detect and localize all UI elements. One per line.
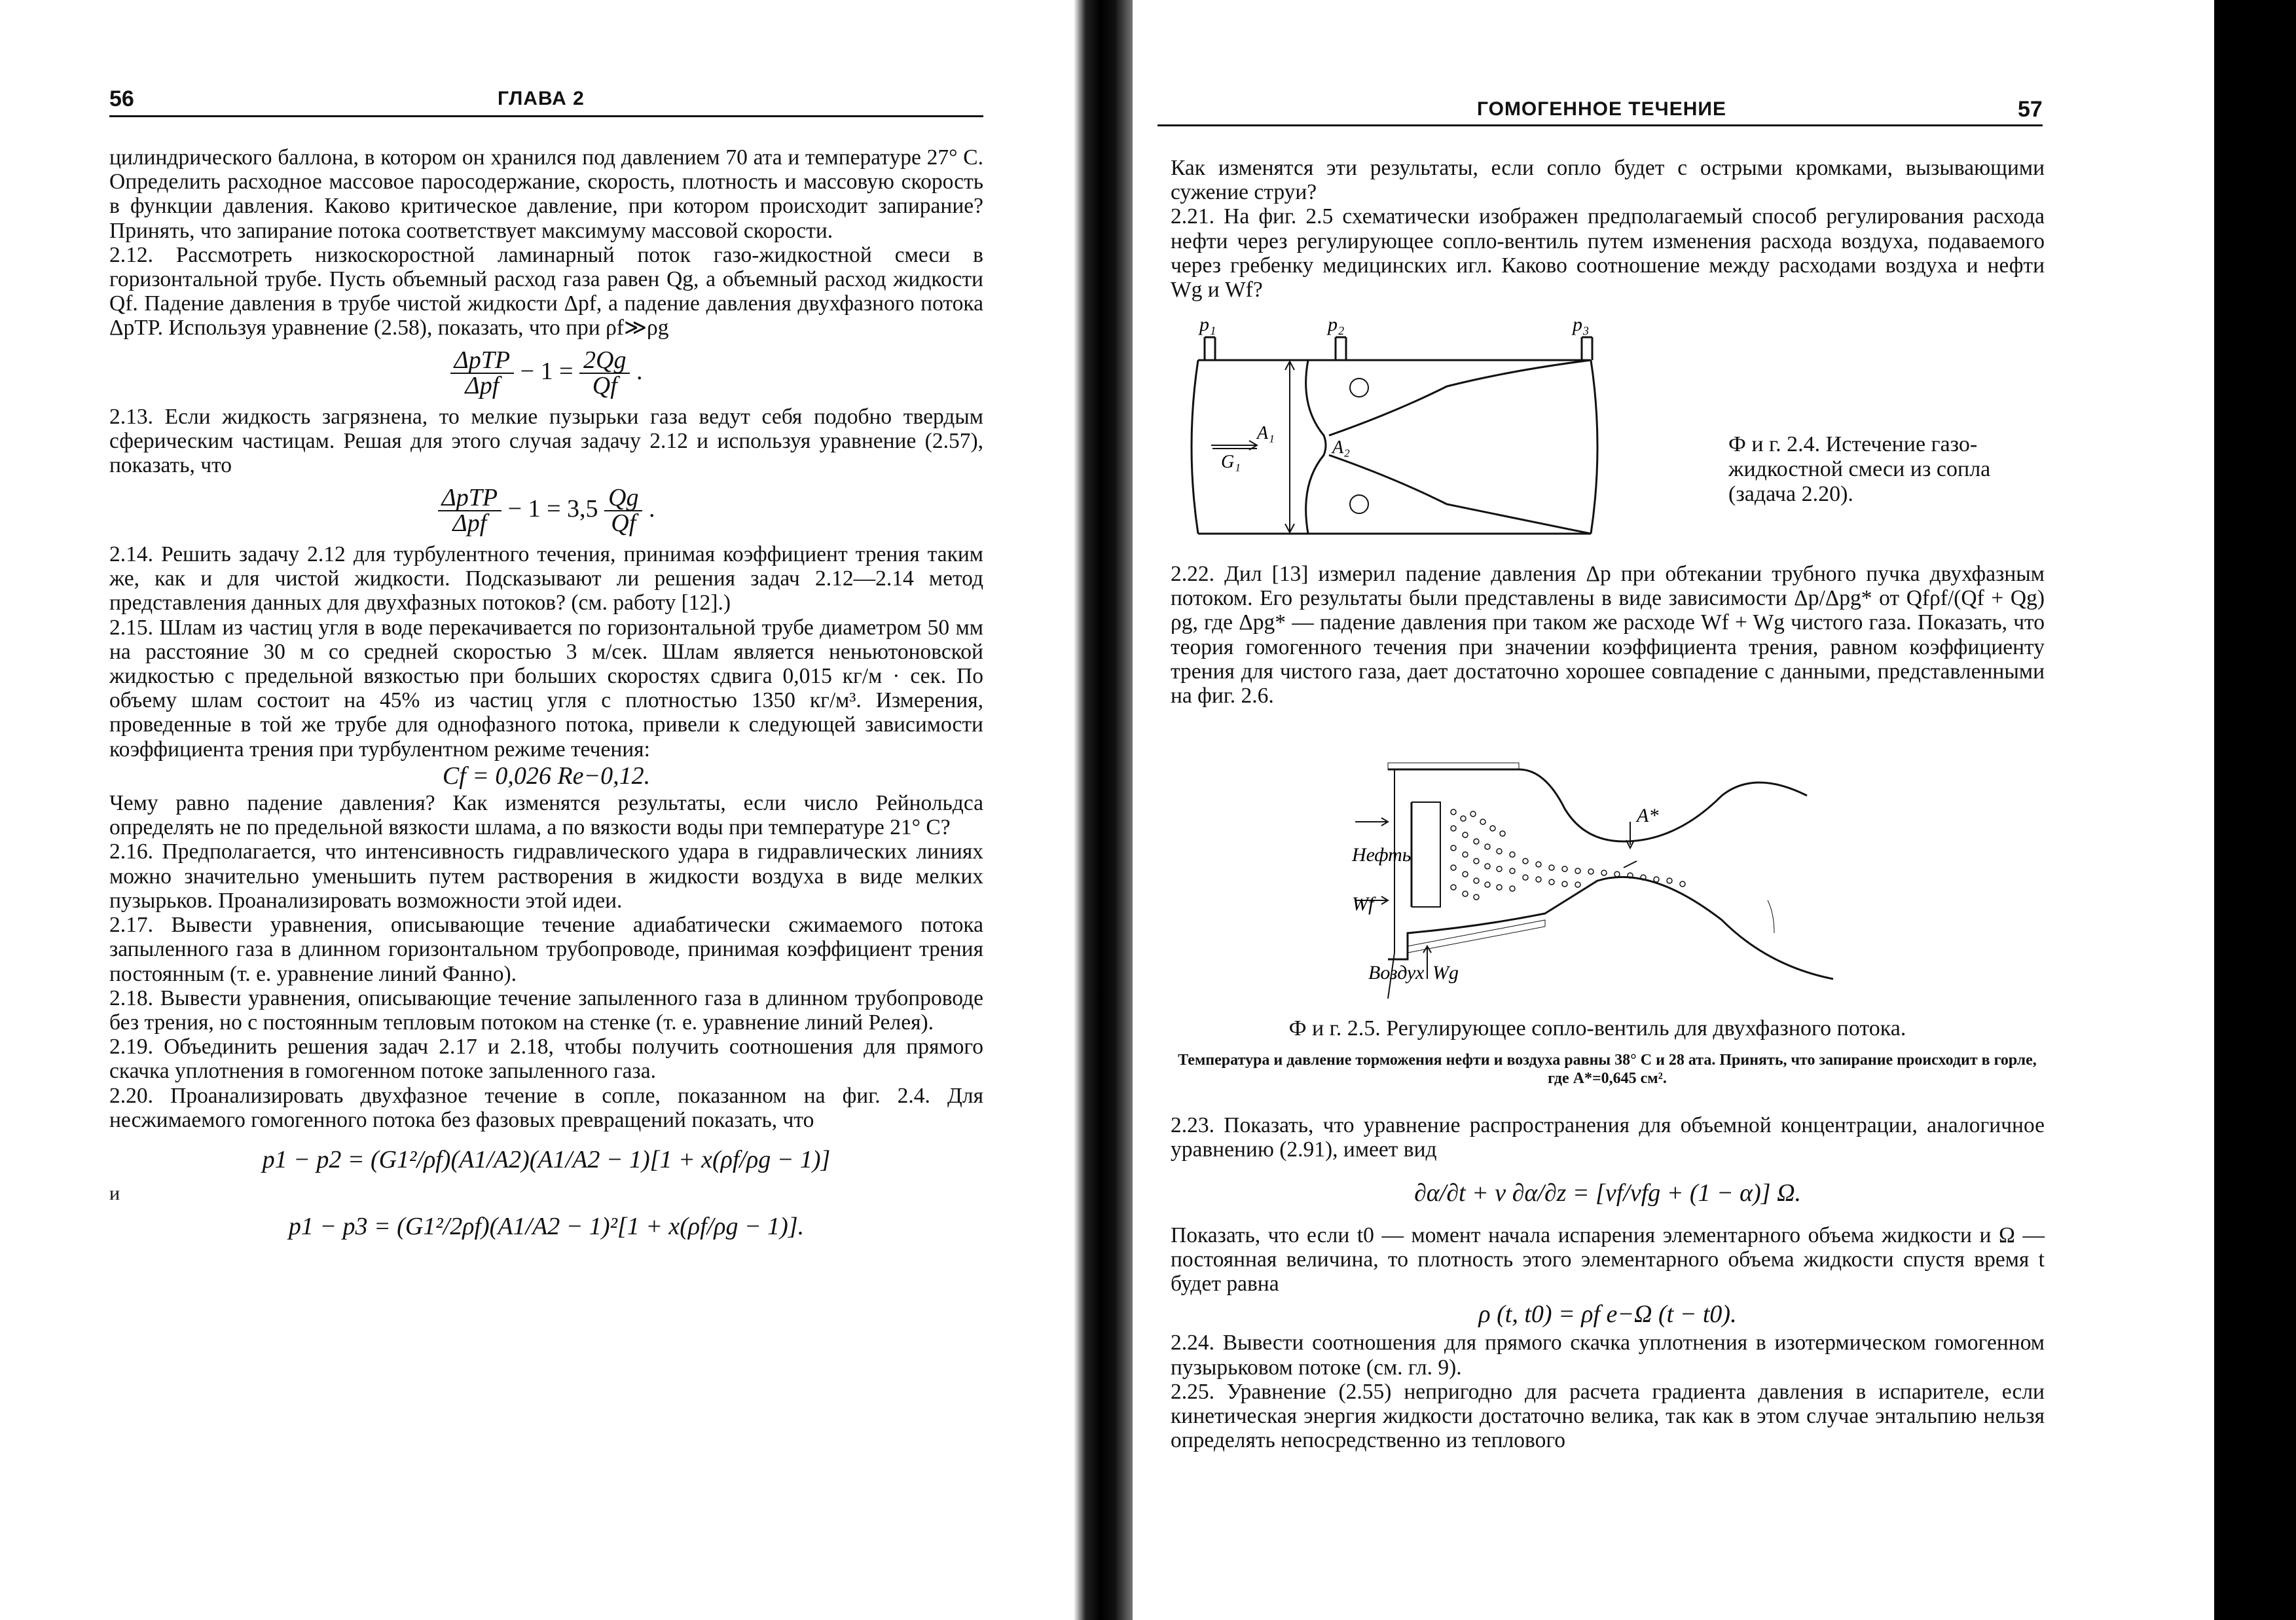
page-number-left: 56	[109, 86, 134, 111]
label-air: Воздух	[1368, 962, 1425, 984]
equation-2-20b: p1 − p3 = (G1²/2ρf)(A1/A2 − 1)²[1 + x(ρf/ρg − 1)].	[288, 1213, 805, 1241]
problem-2-19: 2.19. Объединить решения задач 2.17 и 2.18, чтобы получить соотношения для прямого скачка уплотнения в гомогенном потоке запыленного газа.	[109, 1035, 983, 1084]
label-a1: A₁	[1257, 423, 1275, 443]
eq-mid: − 1 =	[520, 357, 574, 385]
equation-2-23: ∂α/∂t + v ∂α/∂z = [vf/vfg + (1 − α)] Ω.	[1413, 1179, 1802, 1207]
label-g1: G₁	[1221, 452, 1241, 472]
problem-2-23: 2.23. Показать, что уравнение распространения для объемной концентрации, аналогичное уравнению (2.91), имеет вид	[1171, 1113, 2045, 1162]
eq-rhs-den: Qf	[592, 371, 617, 399]
equation-2-15: Cf = 0,026 Re−0,12.	[442, 762, 651, 790]
label-p1: p₁	[1199, 314, 1216, 335]
note-fig-2-5: Температура и давление торможения нефти и воздуха равны 38° С и 28 ата. Принять, что запирание происходит в горле, где A*=0,645 см².	[1178, 1052, 2037, 1087]
paragraph-cont: цилиндрического баллона, в котором он хранился под давлением 70 ата и температуре 27° С. Определить расходное массовое паросодержание, скорость, плотность и массовую скорость в функции давления. Каково критическое давление, при котором происходит запирание? Принять, что запирание потока соответствует максимуму массовой скорости.	[109, 145, 983, 243]
and-word: и	[109, 1183, 120, 1205]
equation-2-13	[109, 483, 983, 537]
problem-2-18: 2.18. Вывести уравнения, описывающие течение запыленного газа в длинном трубопроводе без трения, но с постоянным тепловым потоком на стенке (т. е. уравнение линий Релея).	[109, 985, 983, 1035]
equation-2-23b: ρ (t, t0) = ρf e−Ω (t − t0).	[1478, 1300, 1737, 1329]
scan-edge-right	[2214, 0, 2296, 1620]
chapter-title: ГЛАВА 2	[498, 88, 585, 109]
problem-2-22: 2.22. Дил [13] измерил падение давления Δp при обтекании трубного пучка двухфазным потоком. Его результаты были представлены в виде зависимости Δp/Δpg* от Qfρf/(Qf + Qg) ρg, где Δpg* — падение давления при таком же расходе Wf + Wg чистого газа. Показать, что теория гомогенного течения при значении коэффициента трения, равном коэффициенту трения для чистого газа, дает достаточно хорошее совпадение с данными, представленными на фиг. 2.6.	[1171, 562, 2045, 709]
right-bottom-text	[1171, 1113, 2045, 1452]
running-title: ГОМОГЕННОЕ ТЕЧЕНИЕ	[1477, 98, 1726, 120]
equation-2-12	[109, 348, 983, 398]
caption-fig-2-4: Ф и г. 2.4. Истечение газо-жидкостной смеси из сопла (задача 2.20).	[1728, 432, 1991, 506]
eq-lhs-den: Δpf	[452, 509, 487, 537]
eq-rhs-num: 2Qg	[579, 348, 630, 374]
figure-2-4	[1172, 308, 1728, 543]
page-number-right: 57	[2018, 97, 2043, 122]
problem-2-15: 2.15. Шлам из частиц угля в воде перекачивается по горизонтальной трубе диаметром 50 мм на расстояние 30 м со средней скоростью 3 м/сек. Шлам является неньютоновской жидкостью с предельной вязкостью при больших скоростях сдвига 0,015 кг/м · сек. По объему шлам состоит на 45% из частиц угля с плотностью 1350 кг/м³. Измерения, проведенные в той же трубе для однофазного потока, привели к следующей зависимости коэффициента трения при турбулентном режиме течения:	[109, 615, 983, 762]
header-rule-right	[1157, 124, 2043, 126]
label-oil: Нефть	[1352, 844, 1412, 866]
paragraph-2-15-question: Чему равно падение давления? Как изменятся результаты, если число Рейнольдса определять не по предельной вязкости шлама, а по вязкости воды при температуре 21° С?	[109, 791, 983, 840]
label-astar: A*	[1637, 805, 1659, 826]
problem-2-16: 2.16. Предполагается, что интенсивность гидравлического удара в гидравлических линиях можно значительно уменьшить путем растворения в жидкости воздуха в виде мелких пузырьков. Проанализировать возможности этой идеи.	[109, 839, 983, 913]
right-top-text	[1171, 156, 2045, 302]
problem-2-20: 2.20. Проанализировать двухфазное течение в сопле, показанном на фиг. 2.4. Для несжимаемого гомогенного потока без фазовых превращений показать, что	[109, 1083, 983, 1132]
paragraph-intro: Как изменятся эти результаты, если сопло будет с острыми кромками, вызывающими сужение струи?	[1171, 156, 2045, 205]
label-p3: p₃	[1573, 314, 1590, 335]
eq-lhs-num: ΔpTP	[438, 486, 502, 511]
left-column	[109, 145, 983, 1240]
header-rule-left	[109, 115, 983, 117]
problem-2-14: 2.14. Решить задачу 2.12 для турбулентного течения, принимая коэффициент трения таким же, как и для чистой жидкости. Подсказывают ли решения задач 2.12—2.14 метод представления данных для двухфазных потоков? (см. работу [12].)	[109, 542, 983, 616]
eq-lhs-den: Δpf	[465, 371, 500, 399]
eq-end: .	[636, 357, 643, 385]
figure-2-5	[1349, 756, 1872, 999]
problem-2-17: 2.17. Вывести уравнения, описывающие течение адиабатически сжимаемого потока запыленного газа в длинном горизонтальном трубопроводе, принимая коэффициент трения постоянным (т. е. уравнение линий Фанно).	[109, 913, 983, 986]
label-p2: p₂	[1328, 314, 1345, 335]
paragraph-2-23b: Показать, что если t0 — момент начала испарения элементарного объема жидкости и Ω — постоянная величина, то плотность этого элементарного объема жидкости спустя время t будет равна	[1171, 1223, 2045, 1297]
problem-2-24: 2.24. Вывести соотношения для прямого скачка уплотнения в изотермическом гомогенном пузырьковом потоке (см. гл. 9).	[1171, 1331, 2045, 1380]
right-mid-text	[1171, 562, 2045, 708]
eq-end: .	[648, 494, 655, 523]
problem-2-12: 2.12. Рассмотреть низкоскоростной ламинарный поток газо-жидкостной смеси в горизонтальной трубе. Пусть объемный расход газа равен Qg, а объемный расход жидкости Qf. Падение давления в трубе чистой жидкости Δpf, а падение давления двухфазного потока ΔpTP. Используя уравнение (2.58), показать, что при ρf≫ρg	[109, 242, 983, 341]
problem-2-25: 2.25. Уравнение (2.55) непригодно для расчета градиента давления в испарителе, если кинетическая энергия жидкости достаточно велика, так как в этом случае энтальпию нельзя определять непосредственно из теплового	[1171, 1379, 2045, 1453]
eq-lhs-num: ΔpTP	[450, 348, 515, 374]
equation-2-20a: p1 − p2 = (G1²/ρf)(A1/A2)(A1/A2 − 1)[1 + x(ρf/ρg − 1)]	[262, 1145, 831, 1173]
problem-2-21: 2.21. На фиг. 2.5 схематически изображен предполагаемый способ регулирования расхода нефти через регулирующее сопло-вентиль путем изменения расхода воздуха, подаваемого через гребенку медицинских игл. Каково соотношение между расходами воздуха и нефти Wg и Wf?	[1171, 204, 2045, 303]
eq-rhs-num: Qg	[604, 486, 642, 511]
label-wg: Wg	[1432, 962, 1459, 984]
right-page	[1074, 0, 2296, 1620]
caption-fig-2-5: Ф и г. 2.5. Регулирующее сопло-вентиль для двухфазного потока.	[1288, 1016, 1906, 1040]
left-page	[0, 0, 1074, 1620]
eq-mid: − 1 = 3,5	[507, 494, 598, 523]
eq-rhs-den: Qf	[611, 509, 636, 537]
problem-2-13: 2.13. Если жидкость загрязнена, то мелкие пузырьки газа ведут себя подобно твердым сферическим частицам. Решая для этого случая задачу 2.12 и используя уравнение (2.57), показать, что	[109, 405, 983, 478]
label-wf: Wf	[1352, 893, 1374, 915]
label-a2: A₂	[1332, 437, 1350, 458]
